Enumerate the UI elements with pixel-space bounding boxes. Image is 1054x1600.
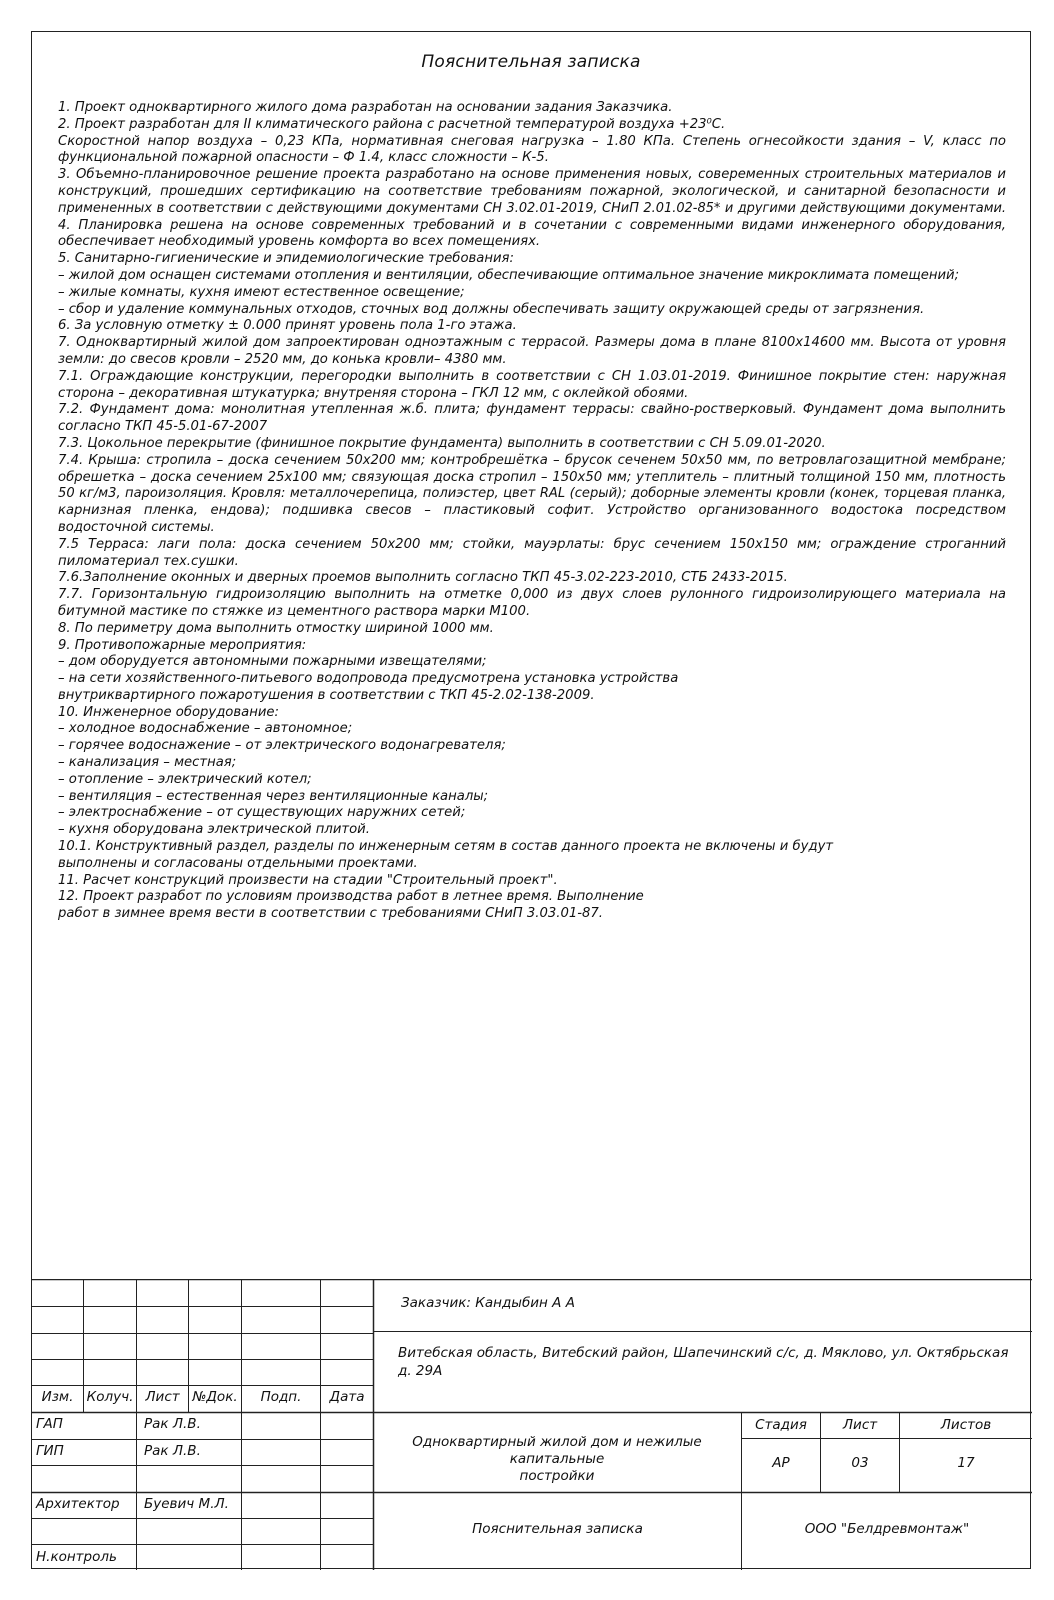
note-line: пиломатериал тех.сушки. <box>58 553 239 569</box>
col-koluch: Колуч. <box>86 1389 134 1405</box>
note-line: сторона – декоративная штукатурка; внутреняя сторона – ГКЛ 12 мм, с оклейкой обоями. <box>58 385 689 401</box>
col-data: Дата <box>329 1389 365 1405</box>
gip-name: Рак Л.В. <box>144 1443 201 1459</box>
note-line: 7.1. Ограждающие конструкции, перегородки выполнить в соответствии с СН 1.03.01-2019. Финишное покрытие стен: наружная <box>58 368 1006 384</box>
note-line: внутриквартирного пожаротушения в соответствии с ТКП 45-2.02-138-2009. <box>58 687 595 703</box>
note-line: земли: до свесов кровли – 2520 мм, до конька кровли– 4380 мм. <box>58 351 507 367</box>
note-line: обеспечивает необходимый уровень комфорта во всех помещениях. <box>58 234 541 250</box>
note-line: 10. Инженерное оборудование: <box>58 704 279 720</box>
title-block <box>32 1279 1032 1570</box>
note-line: 50 кг/м3, пароизоляция. Кровля: металлочерепица, полиэстер, цвет RAL (серый); доборные элементы кровли (конек, торцевая планка, <box>58 486 1006 502</box>
note-line: Скоростной напор воздуха – 0,23 КПа, нормативная снеговая нагрузка – 1.80 КПа. Степень огнесойкости здания – V, класс по <box>58 133 1006 149</box>
col-ndok: №Док. <box>192 1389 238 1405</box>
note-line: – отопление – электрический котел; <box>58 771 312 787</box>
note-line: конструкций, прошедших сертификацию на соответствие требованиям пожарной, экологической, и санитарной безопасности и <box>58 183 1006 199</box>
note-line: 7.2. Фундамент дома: монолитная утепленная ж.б. плита; фундамент террасы: свайно-ростверковый. Фундамент дома выполнить <box>58 402 1006 418</box>
sheets-value: 17 <box>957 1455 975 1471</box>
col-list: Лист <box>145 1389 180 1405</box>
note-line: – жилой дом оснащен системами отопления и вентиляции, обеспечивающие оптимальное значение микроклимата помещений; <box>58 267 960 283</box>
sheet-value: 03 <box>851 1455 869 1471</box>
norm-control-label: Н.контроль <box>36 1549 117 1565</box>
stage-value: АР <box>772 1455 790 1471</box>
note-line: – жилые комнаты, кухня имеют естественное освещение; <box>58 284 465 300</box>
customer-label: Заказчик: Кандыбин А А <box>401 1295 575 1311</box>
company-name: ООО "Белдревмонтаж" <box>804 1521 970 1537</box>
note-line: – вентиляция – естественная через вентиляционные каналы; <box>58 788 489 804</box>
note-line: 2. Проект разработан для II климатического района с расчетной температурой воздуха +23⁰С. <box>58 116 726 132</box>
note-line: – электроснабжение – от существующих наружних сетей; <box>58 805 466 821</box>
note-line: 6. За условную отметку ± 0.000 принят уровень пола 1-го этажа. <box>58 318 517 334</box>
gap-name: Рак Л.В. <box>144 1416 201 1432</box>
note-line: – холодное водоснабжение – автономное; <box>58 721 353 737</box>
note-line: – на сети хозяйственного-питьевого водопровода предусмотрена установка устройства <box>58 671 679 687</box>
stage-header: Стадия <box>755 1417 807 1433</box>
note-line: 8. По периметру дома выполнить отмостку шириной 1000 мм. <box>58 620 494 636</box>
gip-label: ГИП <box>36 1443 64 1459</box>
architect-name: Буевич М.Л. <box>144 1496 229 1512</box>
note-line: 5. Санитарно-гигиенические и эпидемиологические требования: <box>58 251 514 267</box>
note-line: 12. Проект разработ по условиям производства работ в летнее время. Выполнение <box>58 889 644 905</box>
note-line: – кухня оборудована электрической плитой. <box>58 822 370 838</box>
col-izm: Изм. <box>41 1389 74 1405</box>
note-line: 7.3. Цокольное перекрытие (финишное покрытие фундамента) выполнить в соответствии с СН 5.09.01-2020. <box>58 435 826 451</box>
note-line: выполнены и согласованы отдельными проектами. <box>58 855 418 871</box>
note-line: – сбор и удаление коммунальных отходов, сточных вод должны обеспечивать защиту окружающей среды от загрязнения. <box>58 301 925 317</box>
note-line: карнизная пленка, ендова); подшивка свесов – пластиковый софит. Устройство организованного водостока посредством <box>58 503 1006 519</box>
col-podp: Подп. <box>260 1389 302 1405</box>
note-line: 7. Одноквартирный жилой дом запроектирован одноэтажным с террасой. Размеры дома в плане 8100х14600 мм. Высота от уровня <box>58 335 1006 351</box>
address-line-1: Витебская область, Витебский район, Шапечинский с/с, д. Мяклово, ул. Октябрьская <box>398 1345 1009 1361</box>
note-line: обрешетка – доска сечением 25х100 мм; связующая доска стропил – 150х50 мм; утеплитель – плитный толщиной 150 мм, плотность <box>58 469 1006 485</box>
note-line: работ в зимнее время вести в соответствии с требованиями СНиП 3.03.01-87. <box>58 906 603 922</box>
sheets-header: Листов <box>940 1417 992 1433</box>
note-line: 7.4. Крыша: стропила – доска сечением 50х200 мм; контробрешётка – брусок сеченем 50х50 мм, по ветровлагозащитной мембране; <box>58 452 1006 468</box>
object-title-line-1: Одноквартирный жилой дом и нежилые капитальные <box>412 1434 702 1467</box>
note-line: – горячее водоснажение – от электрического водонагревателя; <box>58 738 506 754</box>
note-line: функциональной пожарной опасности – Ф 1.4, класс сложности – К-5. <box>58 150 549 166</box>
object-title <box>374 1434 740 1485</box>
note-line: 1. Проект одноквартирного жилого дома разработан на основании задания Заказчика. <box>58 100 673 115</box>
explanatory-notes <box>58 100 1006 923</box>
note-line: 3. Объемно-планировочное решение проекта разработано на основе применения новых, совеременных строительных материалов и <box>58 167 1006 183</box>
address-line-2: д. 29А <box>398 1363 443 1379</box>
gap-label: ГАП <box>36 1416 63 1432</box>
page-title: Пояснительная записка <box>421 52 641 72</box>
note-line: 11. Расчет конструкций произвести на стадии "Строительный проект". <box>58 872 558 888</box>
note-line: 4. Планировка решена на основе современных требований и в сочетании с современными видами инженерного оборудования, <box>58 217 1006 233</box>
note-line: согласно ТКП 45-5.01-67-2007 <box>58 419 268 435</box>
note-line: 7.5 Терраса: лаги пола: доска сечением 50х200 мм; стойки, мауэрлаты: брус сечением 150х150 мм; ограждение строганний <box>58 536 1006 552</box>
architect-label: Архитектор <box>36 1496 120 1512</box>
note-line: водосточной системы. <box>58 519 215 535</box>
note-line: 7.7. Горизонтальную гидроизоляцию выполнить на отметке 0,000 из двух слоев рулонного гидроизолирующего материала на <box>58 587 1006 603</box>
note-line: 9. Противопожарные мероприятия: <box>58 637 307 653</box>
document-title: Пояснительная записка <box>472 1521 643 1537</box>
drawing-frame <box>31 31 1031 1569</box>
note-line: примененных в соответствии с действующими документами СН 3.02.01-2019, СНиП 2.01.02-85* и другими действующими документами. <box>58 200 1006 216</box>
sheet-header: Лист <box>842 1417 878 1433</box>
note-line: битумной мастике по стяжке из цементного раствора марки М100. <box>58 603 531 619</box>
object-title-line-2: постройки <box>519 1468 595 1484</box>
note-line: 7.6.Заполнение оконных и дверных проемов выполнить согласно ТКП 45-3.02-223-2010, СТБ 2433-2015. <box>58 570 788 586</box>
note-line: – канализация – местная; <box>58 755 237 771</box>
note-line: – дом оборудуется автономными пожарными извещателями; <box>58 654 487 670</box>
note-line: 10.1. Конструктивный раздел, разделы по инженерным сетям в состав данного проекта не включены и будут <box>58 839 834 855</box>
